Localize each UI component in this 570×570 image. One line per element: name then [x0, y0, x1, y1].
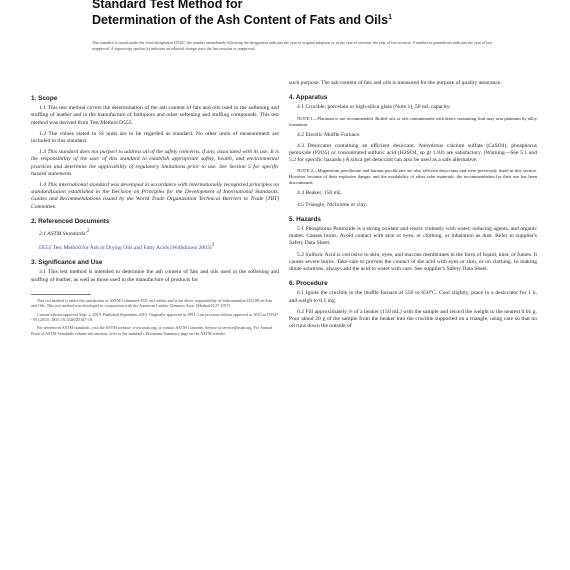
paragraph-6-1: 6.1 Ignite the crucible in the muffle furnace at 550 to 650°C. Cool slightly, place in a desiccator for 1 h, and weigh to 0.1 mg. — [289, 290, 537, 304]
paragraph-1-1: 1.1 This test method covers the determination of the ash content of fats and oils used in the softening and stuffing of leather and in the manufacture of fatliquors and other softening and stuffing compounds. This test method was derived from Test Method D555. — [31, 105, 279, 126]
section-heading-apparatus: 4. Apparatus — [289, 94, 328, 102]
footnote-1: This test method is under the jurisdiction of ASTM Committee D31 on Leather and is the direct responsibility of Subcommittee D31.08 on Fats and Oils. This test method was developed in cooperation with the American Leather Chemists Assn. (Method H 27-1957). — [31, 297, 273, 309]
document-title — [92, 0, 512, 27]
paragraph-6-2: 6.2 Fill approximately ⅔ of a beaker (150 mL) with the sample and record the weight to the nearest 0.01 g. Pour about 20 g of the sample from the beaker into the crucible supported on a triangle, using care so that no oil runs down the outside of — [289, 308, 537, 330]
section-heading-scope: 1. Scope — [31, 95, 58, 102]
title-line-2: Determination of the Ash Content of Fats and Oils$^1$ — [92, 13, 392, 28]
paragraph-3-1: 3.1 This test method is intended to determine the ash content of fats and oils used in the softening and stuffing of leather, as well as those used in the manufacture of products for — [31, 269, 279, 283]
paragraph-4-5: 4.5 Triangle, Nichrome or clay. — [297, 201, 368, 208]
section-heading-procedure: 6. Procedure — [289, 280, 328, 288]
title-line-1: Standard Test Method for — [92, 0, 243, 11]
footnote-1b: Current edition approved Sept. 1, 2019. Published September 2019. Originally approved in 1993. Last previous edition approved in 2015 as D5347 - 95 (2015). DOI: 10.1520/D5347-19. — [31, 311, 279, 322]
note-2: NOTE 2—Magnesium perchlorate and barium perchlorate are also efficient desiccants and were previously listed in this section. However because of their explosive danger, and the availability of other safer materials, the recommendation for their use has been discontinued. — [289, 168, 537, 186]
paragraph-4-2: 4.2 Electric Muffle Furnace. — [297, 131, 361, 138]
footnote-2: For referenced ASTM standards, visit the ASTM website, www.astm.org, or contact ASTM Customer Service at service@astm.org. For Annual Book of ASTM Standards volume information, refer to the standard's Document Summary page on the ASTM website. — [31, 325, 273, 336]
paragraph-1-3: 1.3 This standard does not purport to address all of the safety concerns, if any, associated with its use. It is the responsibility of the user of this standard to establish appropriate safety, health, and environmental practices and determine the applicability of regulatory limitations prior to use. See Section 5 for specific hazard statements. — [31, 149, 279, 177]
footnote-divider — [31, 294, 91, 295]
section-heading-significance: 3. Significance and Use — [31, 259, 103, 267]
left-column — [31, 88, 279, 339]
section-heading-hazards: 5. Hazards — [289, 215, 321, 223]
paragraph-1-4: 1.4 This international standard was developed in accordance with internationally recognized principles on standardization established in the Decision on Principles for the Development of International Standards, Guides and Recommendations issued by the World Trade Organization Technical Barriers to Trade (TBT) Committee. — [31, 182, 279, 210]
paragraph-4-4: 4.4 Beaker, 150 mL. — [297, 190, 343, 197]
paragraph-3-1-continued: such purpose. The ash content of fats and oils is measured for the purpose of quality assurance. — [289, 80, 502, 86]
paragraph-5-1: 5.1 Phosphorus Pentoxide is a strong oxidant and reacts violently with water, reducing agents, and organic matter. Causes burns. Avoid contact with skin or eyes, or clothing, or inhalation as dust. Refer to supplier's Safety Data Sheet. — [289, 226, 537, 247]
right-column — [289, 80, 537, 334]
section-heading-referenced-documents: 2. Referenced Documents — [31, 217, 110, 225]
paragraph-4-1: 4.1 Crucible, porcelain or high-silica glass (Note 1), 50 mL capacity. — [297, 104, 451, 111]
paragraph-4-3: 4.3 Desiccator containing an efficient desiccant. Anhydrous calcium sulfate (CaSO4), phosphorus pentoxide (P2O5) or concentrated sulfuric acid (H2SO4, sp gr 1.84) are satisfactory. (Warning—See 5.1 and 5.2 for specific hazards.) A silica gel desiccant can also be used as a safe alternative. — [289, 142, 537, 164]
paragraph-1-2: 1.2 The values stated in SI units are to be regarded as standard. No other units of measurement are included in this standard. — [31, 130, 279, 145]
referenced-standard-d555[interactable]: D555 Test Method for Ash in Drying Oils and Fatty Acids (Withdrawn 2003)$^3$ — [39, 243, 214, 251]
note-1: NOTE 1—Platinum is not recommended. Boiled oils or oils contaminated with driers containing lead may ruin platinum by alloy formation. — [289, 115, 537, 127]
issuance-note: This standard is issued under the fixed designation D5347; the number immediately following the designation indicates the year of original adoption or, in the case of revision, the year of last revision. A number in parentheses indicates the year of last reapproval. A superscript epsilon (ε) indicates an editorial change since the last revision or reapproval. — [92, 40, 492, 51]
paragraph-5-2: 5.2 Sulfuric Acid is corrosive to skin, eyes, and mucous membranes in the form of liquid, mist, or fumes. It causes severe burns. Take care to prevent the contact of the acid with eyes or skin, or on clothing. In making dilute solutions, always add the acid to water with care. See supplier's Safety Data Sheet. — [289, 251, 537, 273]
title-footnote-mark: 1 — [388, 14, 392, 21]
paragraph-2-1: 2.1 ASTM Standards:$^2$ — [39, 229, 90, 237]
